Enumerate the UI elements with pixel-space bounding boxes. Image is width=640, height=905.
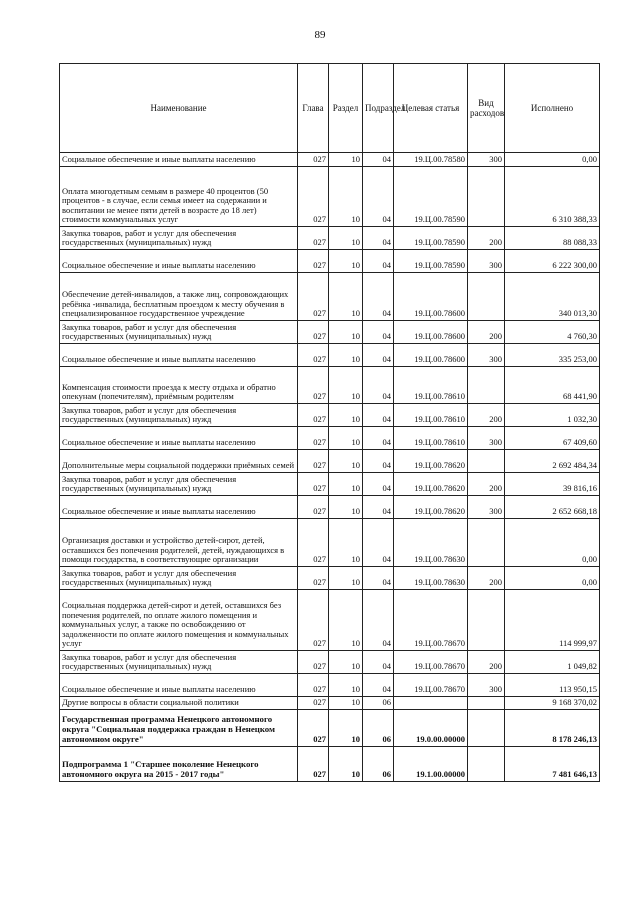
cell-vid <box>468 450 505 473</box>
cell-vid: 200 <box>468 404 505 427</box>
header-amount: Исполнено <box>505 64 600 153</box>
table-row <box>60 651 600 674</box>
cell-name: Компенсация стоимости проезда к месту отдыха и обратно опекунам (попечителям), приёмным родителям <box>60 367 298 404</box>
cell-name: Оплата многодетным семьям в размере 40 процентов (50 процентов - в случае, если семья имеет на содержании и воспитании не менее пяти детей в возрасте до 18 лет) стоимости коммунальных услуг <box>60 167 298 227</box>
cell-vid: 200 <box>468 473 505 496</box>
cell-vid: 200 <box>468 651 505 674</box>
table-row <box>60 746 600 781</box>
cell-glava: 027 <box>298 273 329 321</box>
table-header-row <box>60 64 600 153</box>
table-row <box>60 321 600 344</box>
cell-amount: 0,00 <box>505 567 600 590</box>
cell-podrazdel: 04 <box>363 590 394 651</box>
cell-glava: 027 <box>298 674 329 697</box>
cell-name: Закупка товаров, работ и услуг для обеспечения государственных (муниципальных) нужд <box>60 321 298 344</box>
cell-glava: 027 <box>298 250 329 273</box>
cell-target: 19.Ц.00.78610 <box>394 404 468 427</box>
cell-target: 19.Ц.00.78590 <box>394 227 468 250</box>
cell-glava: 027 <box>298 746 329 781</box>
cell-vid: 300 <box>468 153 505 167</box>
table-row <box>60 250 600 273</box>
cell-podrazdel: 04 <box>363 496 394 519</box>
cell-podrazdel: 04 <box>363 519 394 567</box>
cell-amount: 113 950,15 <box>505 674 600 697</box>
cell-target <box>394 697 468 710</box>
cell-target: 19.Ц.00.78600 <box>394 344 468 367</box>
cell-name: Социальная поддержка детей-сирот и детей, оставшихся без попечения родителей, по оплате жилого помещения и коммунальных услуг, а также по освобождению от задолженности по оплате жилого помещения и коммунальных услуг <box>60 590 298 651</box>
cell-razdel: 10 <box>329 496 363 519</box>
cell-podrazdel: 04 <box>363 427 394 450</box>
cell-name: Социальное обеспечение и иные выплаты населению <box>60 344 298 367</box>
cell-name: Закупка товаров, работ и услуг для обеспечения государственных (муниципальных) нужд <box>60 227 298 250</box>
cell-razdel: 10 <box>329 404 363 427</box>
table-row <box>60 450 600 473</box>
cell-glava: 027 <box>298 450 329 473</box>
cell-amount: 0,00 <box>505 519 600 567</box>
cell-podrazdel: 04 <box>363 651 394 674</box>
table-row <box>60 367 600 404</box>
cell-amount: 4 760,30 <box>505 321 600 344</box>
table-row <box>60 567 600 590</box>
cell-amount: 2 652 668,18 <box>505 496 600 519</box>
cell-glava: 027 <box>298 367 329 404</box>
table-row <box>60 344 600 367</box>
cell-name: Государственная программа Ненецкого автономного округа "Социальная поддержка граждан в Ненецком автономном округе" <box>60 709 298 746</box>
cell-vid <box>468 697 505 710</box>
cell-amount: 88 088,33 <box>505 227 600 250</box>
table-row <box>60 519 600 567</box>
cell-target: 19.Ц.00.78620 <box>394 496 468 519</box>
cell-glava: 027 <box>298 473 329 496</box>
cell-vid: 200 <box>468 321 505 344</box>
cell-name: Обеспечение детей-инвалидов, а также лиц, сопровождающих ребёнка -инвалида, бесплатным проездом к месту обучения в специализированное государственное учреждение <box>60 273 298 321</box>
cell-glava: 027 <box>298 153 329 167</box>
cell-vid <box>468 167 505 227</box>
table-row <box>60 709 600 746</box>
cell-vid: 300 <box>468 674 505 697</box>
cell-glava: 027 <box>298 651 329 674</box>
cell-target: 19.Ц.00.78670 <box>394 651 468 674</box>
header-name: Наименование <box>60 64 298 153</box>
cell-amount: 340 013,30 <box>505 273 600 321</box>
cell-amount: 68 441,90 <box>505 367 600 404</box>
cell-target: 19.Ц.00.78600 <box>394 273 468 321</box>
cell-vid: 300 <box>468 496 505 519</box>
cell-amount: 114 999,97 <box>505 590 600 651</box>
cell-glava: 027 <box>298 344 329 367</box>
cell-vid <box>468 709 505 746</box>
cell-name: Другие вопросы в области социальной политики <box>60 697 298 710</box>
table-row <box>60 697 600 710</box>
table-row <box>60 404 600 427</box>
cell-razdel: 10 <box>329 367 363 404</box>
cell-podrazdel: 04 <box>363 321 394 344</box>
cell-razdel: 10 <box>329 153 363 167</box>
cell-razdel: 10 <box>329 250 363 273</box>
cell-name: Подпрограмма 1 "Старшее поколение Ненецкого автономного округа на 2015 - 2017 годы" <box>60 746 298 781</box>
cell-name: Социальное обеспечение и иные выплаты населению <box>60 496 298 519</box>
table-row <box>60 273 600 321</box>
cell-podrazdel: 04 <box>363 567 394 590</box>
cell-amount: 6 222 300,00 <box>505 250 600 273</box>
cell-target: 19.0.00.00000 <box>394 709 468 746</box>
cell-podrazdel: 04 <box>363 367 394 404</box>
cell-razdel: 10 <box>329 567 363 590</box>
cell-target: 19.Ц.00.78580 <box>394 153 468 167</box>
cell-name: Социальное обеспечение и иные выплаты населению <box>60 427 298 450</box>
table-row <box>60 167 600 227</box>
cell-podrazdel: 04 <box>363 250 394 273</box>
cell-target: 19.Ц.00.78610 <box>394 427 468 450</box>
cell-podrazdel: 04 <box>363 227 394 250</box>
table-row <box>60 473 600 496</box>
expenditure-table <box>59 63 600 782</box>
cell-vid <box>468 367 505 404</box>
cell-glava: 027 <box>298 590 329 651</box>
cell-vid <box>468 590 505 651</box>
cell-vid: 200 <box>468 227 505 250</box>
cell-razdel: 10 <box>329 590 363 651</box>
cell-name: Дополнительные меры социальной поддержки приёмных семей <box>60 450 298 473</box>
cell-target: 19.1.00.00000 <box>394 746 468 781</box>
cell-razdel: 10 <box>329 227 363 250</box>
cell-podrazdel: 04 <box>363 344 394 367</box>
table-row <box>60 227 600 250</box>
cell-podrazdel: 04 <box>363 674 394 697</box>
cell-target: 19.Ц.00.78590 <box>394 167 468 227</box>
cell-glava: 027 <box>298 496 329 519</box>
table-row <box>60 427 600 450</box>
cell-vid: 300 <box>468 250 505 273</box>
header-vid: Вид расходов <box>468 64 505 153</box>
cell-podrazdel: 04 <box>363 404 394 427</box>
cell-podrazdel: 06 <box>363 697 394 710</box>
cell-glava: 027 <box>298 519 329 567</box>
cell-amount: 1 049,82 <box>505 651 600 674</box>
cell-razdel: 10 <box>329 321 363 344</box>
cell-razdel: 10 <box>329 473 363 496</box>
cell-razdel: 10 <box>329 697 363 710</box>
cell-name: Закупка товаров, работ и услуг для обеспечения государственных (муниципальных) нужд <box>60 473 298 496</box>
cell-target: 19.Ц.00.78620 <box>394 450 468 473</box>
cell-name: Закупка товаров, работ и услуг для обеспечения государственных (муниципальных) нужд <box>60 567 298 590</box>
header-podrazdel: Подраздел <box>363 64 394 153</box>
cell-glava: 027 <box>298 167 329 227</box>
cell-razdel: 10 <box>329 519 363 567</box>
cell-amount: 0,00 <box>505 153 600 167</box>
cell-target: 19.Ц.00.78590 <box>394 250 468 273</box>
cell-vid: 300 <box>468 344 505 367</box>
table-row <box>60 590 600 651</box>
cell-podrazdel: 04 <box>363 473 394 496</box>
cell-amount: 67 409,60 <box>505 427 600 450</box>
cell-target: 19.Ц.00.78610 <box>394 367 468 404</box>
cell-glava: 027 <box>298 404 329 427</box>
cell-razdel: 10 <box>329 167 363 227</box>
cell-razdel: 10 <box>329 746 363 781</box>
cell-target: 19.Ц.00.78630 <box>394 519 468 567</box>
cell-razdel: 10 <box>329 273 363 321</box>
cell-amount: 8 178 246,13 <box>505 709 600 746</box>
cell-amount: 9 168 370,02 <box>505 697 600 710</box>
header-target: Целевая статья <box>394 64 468 153</box>
cell-glava: 027 <box>298 227 329 250</box>
cell-amount: 335 253,00 <box>505 344 600 367</box>
cell-vid <box>468 273 505 321</box>
cell-target: 19.Ц.00.78620 <box>394 473 468 496</box>
cell-podrazdel: 06 <box>363 746 394 781</box>
cell-amount: 39 816,16 <box>505 473 600 496</box>
cell-amount: 6 310 388,33 <box>505 167 600 227</box>
cell-razdel: 10 <box>329 709 363 746</box>
table-row <box>60 496 600 519</box>
cell-razdel: 10 <box>329 651 363 674</box>
cell-target: 19.Ц.00.78670 <box>394 590 468 651</box>
table-row <box>60 674 600 697</box>
cell-razdel: 10 <box>329 427 363 450</box>
cell-podrazdel: 04 <box>363 273 394 321</box>
cell-vid: 200 <box>468 567 505 590</box>
cell-glava: 027 <box>298 567 329 590</box>
cell-glava: 027 <box>298 709 329 746</box>
cell-glava: 027 <box>298 697 329 710</box>
page-number: 89 <box>314 29 326 41</box>
cell-vid <box>468 746 505 781</box>
cell-name: Социальное обеспечение и иные выплаты населению <box>60 674 298 697</box>
cell-amount: 7 481 646,13 <box>505 746 600 781</box>
table-row <box>60 153 600 167</box>
cell-glava: 027 <box>298 427 329 450</box>
cell-glava: 027 <box>298 321 329 344</box>
cell-name: Закупка товаров, работ и услуг для обеспечения государственных (муниципальных) нужд <box>60 404 298 427</box>
cell-name: Социальное обеспечение и иные выплаты населению <box>60 153 298 167</box>
cell-razdel: 10 <box>329 674 363 697</box>
cell-target: 19.Ц.00.78600 <box>394 321 468 344</box>
cell-podrazdel: 06 <box>363 709 394 746</box>
header-razdel: Раздел <box>329 64 363 153</box>
cell-vid <box>468 519 505 567</box>
cell-target: 19.Ц.00.78630 <box>394 567 468 590</box>
cell-razdel: 10 <box>329 344 363 367</box>
cell-podrazdel: 04 <box>363 450 394 473</box>
cell-amount: 1 032,30 <box>505 404 600 427</box>
cell-podrazdel: 04 <box>363 153 394 167</box>
cell-name: Закупка товаров, работ и услуг для обеспечения государственных (муниципальных) нужд <box>60 651 298 674</box>
cell-name: Организация доставки и устройство детей-сирот, детей, оставшихся без попечения родителей, детей, нуждающихся в помощи государства, в соответствующие организации <box>60 519 298 567</box>
cell-name: Социальное обеспечение и иные выплаты населению <box>60 250 298 273</box>
cell-podrazdel: 04 <box>363 167 394 227</box>
cell-amount: 2 692 484,34 <box>505 450 600 473</box>
cell-vid: 300 <box>468 427 505 450</box>
cell-razdel: 10 <box>329 450 363 473</box>
header-glava: Глава <box>298 64 329 153</box>
cell-target: 19.Ц.00.78670 <box>394 674 468 697</box>
